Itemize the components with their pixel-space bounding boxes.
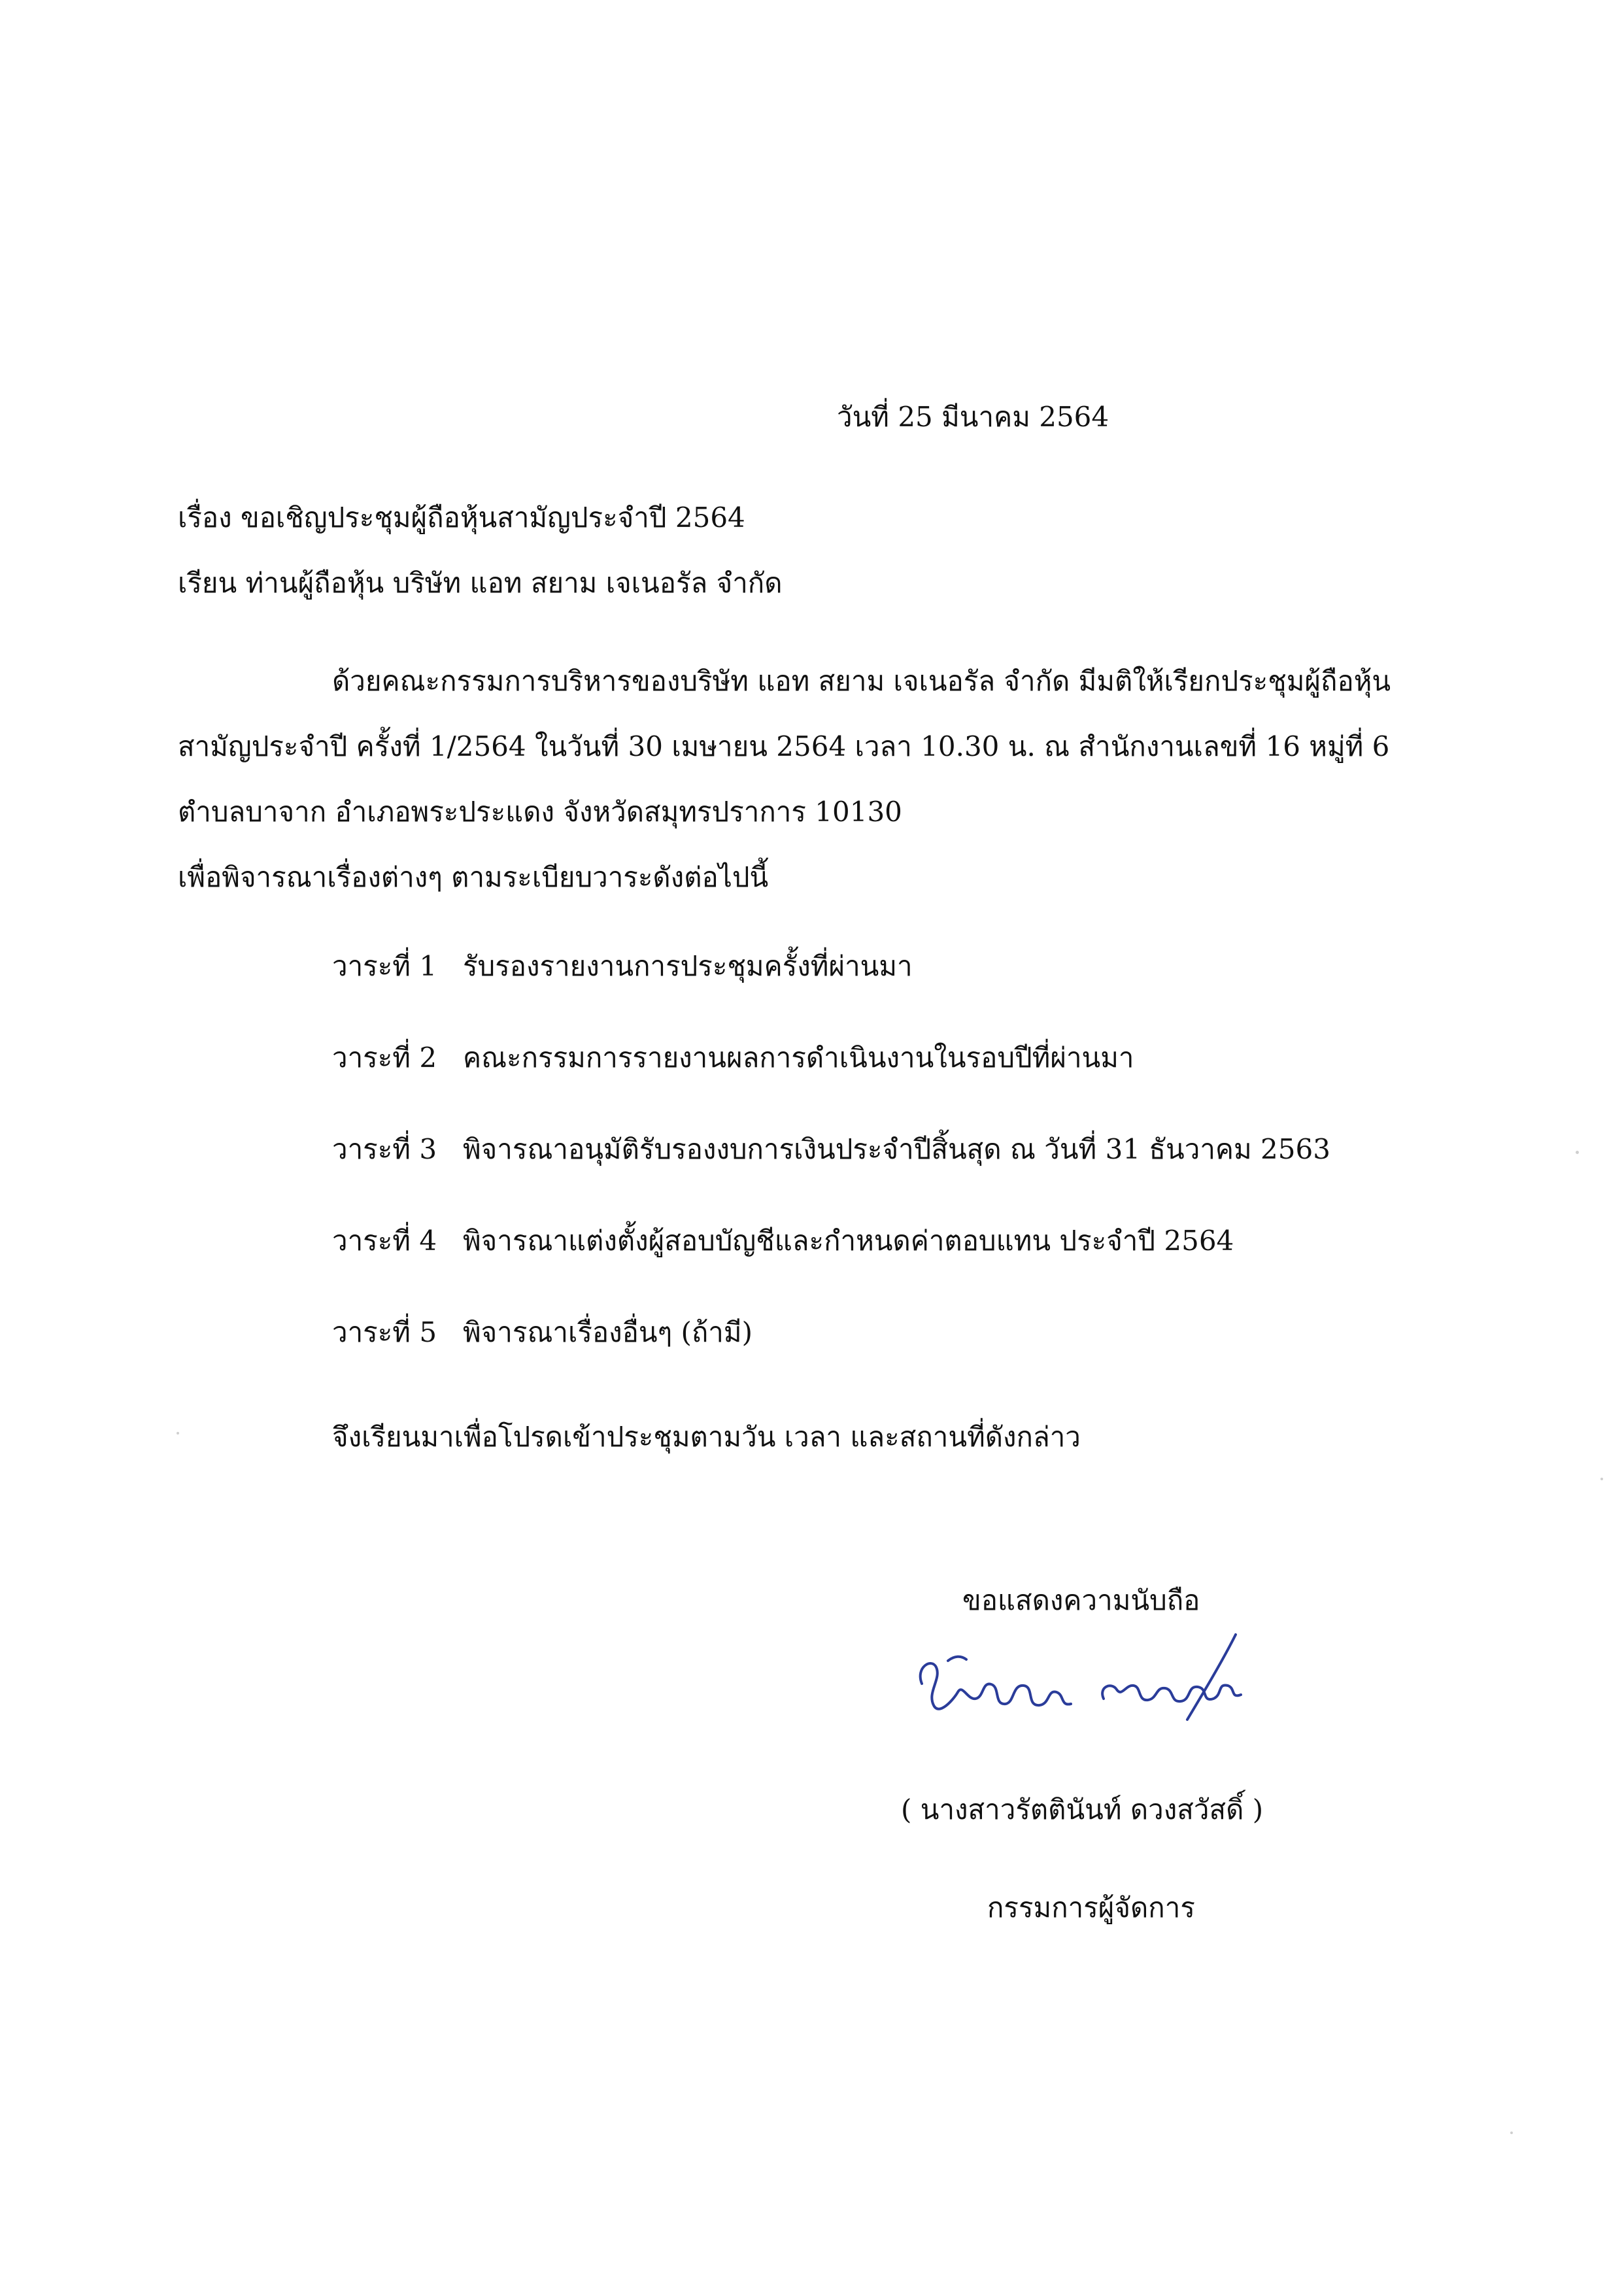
body-line-3: ตำบลบาจาก อำเภอพระประแดง จังหวัดสมุทรปราการ 10130: [178, 796, 902, 828]
agenda-item-3: [332, 1130, 1330, 1169]
agenda-number: วาระที่ 3: [332, 1133, 437, 1165]
body-line-4: เพื่อพิจารณาเรื่องต่างๆ ตามระเบียบวาระดังต่อไปนี้: [178, 861, 769, 893]
agenda-item-4: [332, 1221, 1234, 1261]
scan-speck: [177, 1432, 179, 1435]
body-line-1: ด้วยคณะกรรมการบริหารของบริษัท แอท สยาม เจเนอรัล จำกัด มีมติให้เรียกประชุมผู้ถือหุ้น: [332, 665, 1391, 697]
signer-position: กรรมการผู้จัดการ: [987, 1892, 1195, 1924]
agenda-item-5: [332, 1313, 753, 1352]
agenda-text: รับรองรายงานการประชุมครั้งที่ผ่านมา: [463, 950, 913, 982]
letter-date: วันที่ 25 มีนาคม 2564: [837, 401, 1109, 433]
agenda-number: วาระที่ 5: [332, 1316, 437, 1348]
agenda-number: วาระที่ 4: [332, 1225, 437, 1257]
scan-speck: [1600, 1478, 1603, 1480]
closing-sentence: จึงเรียนมาเพื่อโปรดเข้าประชุมตามวัน เวลา และสถานที่ดังกล่าว: [332, 1421, 1081, 1453]
agenda-item-1: [332, 947, 913, 986]
agenda-number: วาระที่ 1: [332, 950, 437, 982]
agenda-number: วาระที่ 2: [332, 1042, 437, 1074]
agenda-text: พิจารณาแต่งตั้งผู้สอบบัญชีและกำหนดค่าตอบแทน ประจำปี 2564: [463, 1225, 1234, 1257]
letter-subject: เรื่อง ขอเชิญประชุมผู้ถือหุ้นสามัญประจำปี 2564: [178, 501, 745, 534]
agenda-item-2: [332, 1038, 1134, 1078]
handwritten-signature: [896, 1622, 1275, 1765]
scan-speck: [1576, 1151, 1579, 1154]
agenda-text: คณะกรรมการรายงานผลการดำเนินงานในรอบปีที่ผ่านมา: [463, 1042, 1134, 1074]
agenda-text: พิจารณาเรื่องอื่นๆ (ถ้ามี): [463, 1316, 753, 1348]
signer-name: ( นางสาวรัตตินันท์ ดวงสวัสดิ์ ): [901, 1793, 1264, 1826]
letter-recipient: เรียน ท่านผู้ถือหุ้น บริษัท แอท สยาม เจเนอรัล จำกัด: [178, 567, 783, 599]
regards-text: ขอแสดงความนับถือ: [962, 1584, 1200, 1616]
agenda-text: พิจารณาอนุมัติรับรองงบการเงินประจำปีสิ้นสุด ณ วันที่ 31 ธันวาคม 2563: [463, 1133, 1330, 1165]
scan-speck: [1510, 2132, 1513, 2134]
body-line-2: สามัญประจำปี ครั้งที่ 1/2564 ในวันที่ 30 เมษายน 2564 เวลา 10.30 น. ณ สำนักงานเลขที่ 16 หมู่ที่ 6: [178, 730, 1390, 762]
